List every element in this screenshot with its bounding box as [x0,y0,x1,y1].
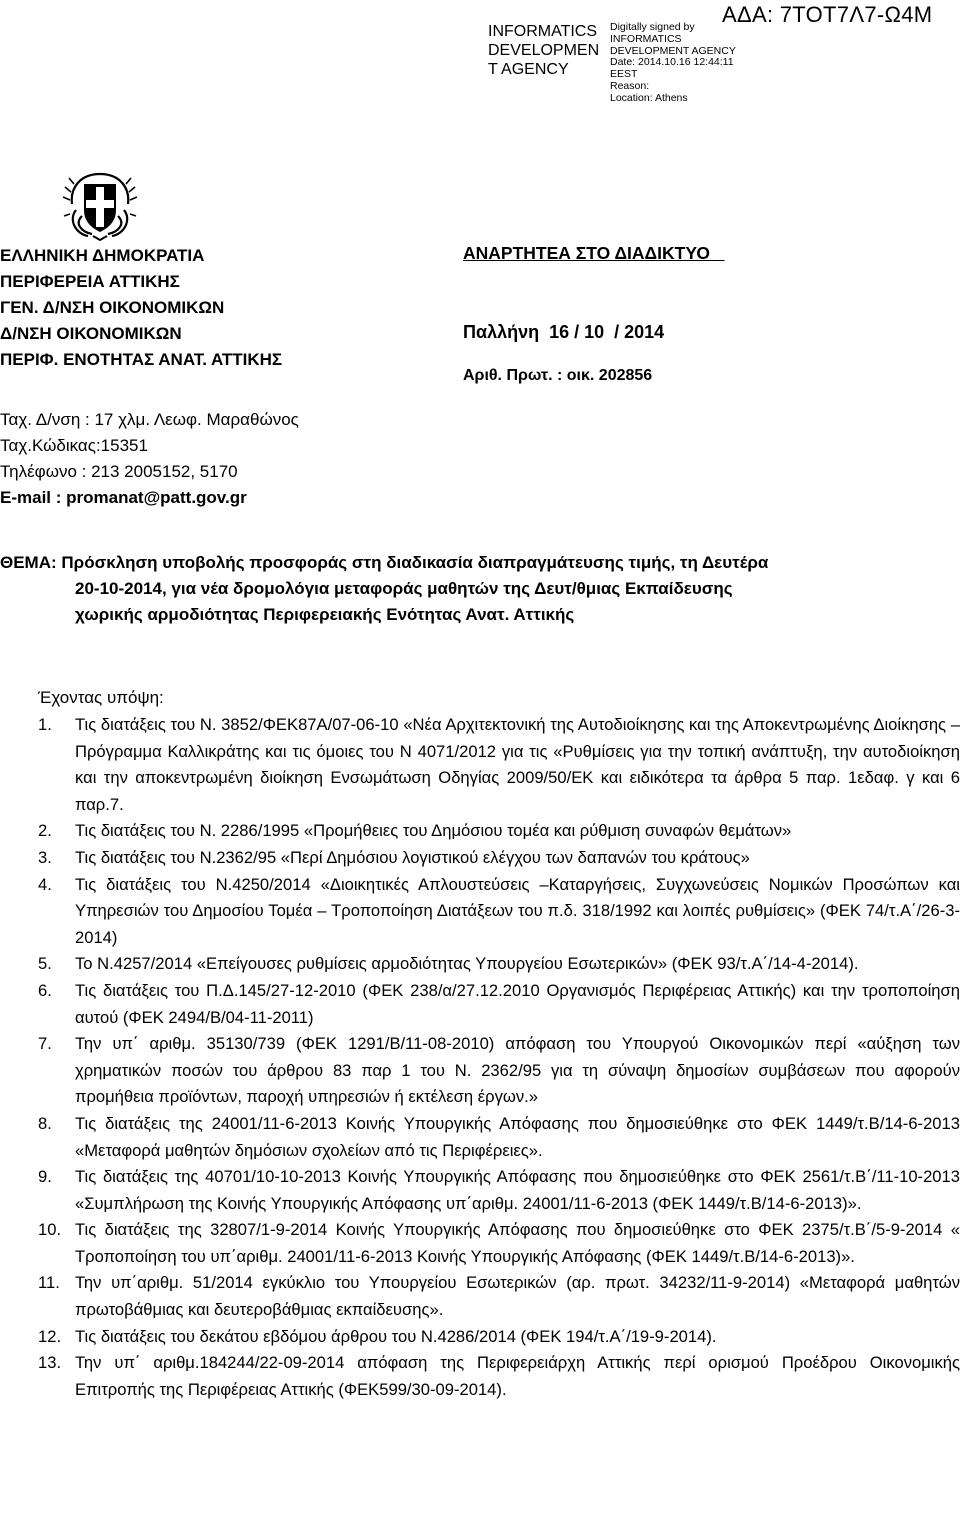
item-text: Την υπ΄ αριθμ.184244/22-09-2014 απόφαση της Περιφερειάρχη Αττικής περί ορισμού Προέδρου Οικονομικής Επιτροπής της Περιφέρειας Αττικής (ΦΕΚ599/30-09-2014). [75,1353,960,1399]
item-text: Την υπ΄ αριθμ. 35130/739 (ΦΕΚ 1291/Β/11-08-2010) απόφαση του Υπουργού Οικονομικών περί «αύξηση των χρηματικών ποσών του άρθρου 83 παρ 1 του Ν. 2362/95 για τη σύναψη δημοσίων συμβάσεων που αφορούν προμήθεια προϊόντων, παροχή υπηρεσιών ή εκτέλεση έργων.» [75,1034,960,1107]
list-item [38,712,960,818]
item-text: Το Ν.4257/2014 «Επείγουσες ρυθμίσεις αρμοδιότητας Υπουργείου Εσωτερικών» (ΦΕΚ 93/τ.Α΄/14-4-2014). [75,954,859,974]
signature-detail-line: EEST [610,68,638,81]
item-text: Τις διατάξεις της 24001/11-6-2013 Κοινής Υπουργικής Απόφασης που δημοσιεύθηκε στο ΦΕΚ 1449/τ.Β/14-6-2013 «Μεταφορά μαθητών δημόσιων σχολείων από τις Περιφέρειες». [75,1113,960,1160]
signature-details [610,22,736,105]
signature-detail-line: Reason: [610,79,650,92]
item-number: 5. [38,954,52,974]
item-text: Τις διατάξεις της 32807/1-9-2014 Κοινής Υπουργικής Απόφασης που δημοσιεύθηκε στο ΦΕΚ 2375/τ.Β΄/5-9-2014 « Τροποποίηση του υπ΄αριθμ. 24001/11-6-2013 Κοινής Υπουργικής Απόφασης (ΦΕΚ 1449/τ.Β/14-6-2013)». [75,1220,960,1266]
contact-postcode: Ταχ.Κώδικας:15351 [0,436,148,455]
contact-email: E-mail : promanat@patt.gov.gr [0,488,247,507]
issuer-line: ΠΕΡΙΦ. ΕΝΟΤΗΤΑΣ ΑΝΑΤ. ΑΤΤΙΚΗΣ [0,350,283,369]
subject-block [0,550,960,628]
issuer-line: ΓΕΝ. Δ/ΝΣΗ ΟΙΚΟΝΟΜΙΚΩΝ [0,298,225,317]
protocol-number: Αριθ. Πρωτ. : οικ. 202856 [463,367,653,384]
subject-label: ΘΕΜΑ: [0,553,57,572]
list-item [38,951,960,978]
item-number: 8. [38,1113,52,1133]
list-item [38,978,960,1031]
item-number: 10. [38,1220,62,1240]
contact-info [0,407,299,511]
item-number: 1. [38,715,52,734]
signature-detail-line: Digitally signed by [610,21,695,33]
list-item [38,845,960,872]
signature-signer [488,22,599,79]
signature-signer-line: T AGENCY [488,61,569,78]
list-item [38,1270,960,1323]
item-number: 9. [38,1167,52,1187]
signature-signer-line: INFORMATICS [488,23,598,40]
list-item [38,1164,960,1217]
considerations-intro: Έχοντας υπόψη: [38,688,164,707]
contact-address: Ταχ. Δ/νση : 17 χλμ. Λεωφ. Μαραθώνος [0,410,299,429]
subject-line: Πρόσκληση υποβολής προσφοράς στη διαδικασία διαπραγμάτευσης τιμής, τη Δευτέρα [61,553,769,572]
list-item [38,1031,960,1111]
item-text: Τις διατάξεις του Ν.2362/95 «Περί Δημόσιου λογιστικού ελέγχου των δαπανών του κράτους» [75,847,750,867]
item-number: 12. [38,1326,62,1346]
signature-signer-line: DEVELOPMEN [488,42,600,59]
subject-line: χωρικής αρμοδιότητας Περιφερειακής Ενότητας Ανατ. Αττικής [75,605,575,624]
ada-code: ΑΔΑ: 7ΤΟΤ7Λ7-Ω4Μ [722,2,933,27]
issuer-header [0,243,282,373]
item-number: 11. [38,1273,60,1293]
item-number: 4. [38,874,52,894]
signature-detail-line: DEVELOPMENT AGENCY [610,44,736,57]
issuer-line: ΕΛΛΗΝΙΚΗ ΔΗΜΟΚΡΑΤΙΑ [0,246,205,265]
item-number: 3. [38,847,52,867]
item-number: 2. [38,821,52,841]
publish-note: ΑΝΑΡΤΗΤΕΑ ΣΤΟ ΔΙΑΔΙΚΤΥΟ [463,243,725,263]
list-item [38,1217,960,1270]
list-item [38,818,960,845]
item-number: 6. [38,980,52,1000]
item-number: 13. [38,1353,62,1373]
subject-line: 20-10-2014, για νέα δρομολόγια μεταφοράς μαθητών της Δευτ/θμιας Εκπαίδευσης [75,579,733,598]
signature-detail-line: INFORMATICS [610,32,682,45]
item-text: Τις διατάξεις του Ν.4250/2014 «Διοικητικές Απλουστεύσεις –Καταργήσεις, Συγχωνεύσεις Νομικών Προσώπων και Υπηρεσιών του Δημοσίου Τομέα – Τροποποίηση Διατάξεων του π.δ. 318/1992 και λοιπές ρυθμίσεις» (ΦΕΚ 74/τ.Α΄/26-3-2014) [75,874,960,947]
item-text: Τις διατάξεις του Π.Δ.145/27-12-2010 (ΦΕΚ 238/α/27.12.2010 Οργανισμός Περιφέρειας Αττικής) και την τροποποίηση αυτού (ΦΕΚ 2494/Β/04-11-2011) [75,980,960,1027]
signature-detail-line: Date: 2014.10.16 12:44:11 [610,56,734,69]
document-date: Παλλήνη 16 / 10 / 2014 [463,322,665,342]
list-item [38,872,960,952]
issuer-line: Δ/ΝΣΗ ΟΙΚΟΝΟΜΙΚΩΝ [0,324,182,343]
issuer-line: ΠΕΡΙΦΕΡΕΙΑ ΑΤΤΙΚΗΣ [0,272,180,291]
item-text: Τις διατάξεις του Ν. 2286/1995 «Προμήθειες του Δημόσιου τομέα και ρύθμιση συναφών θεμάτων» [75,821,792,841]
contact-phone: Τηλέφωνο : 213 2005152, 5170 [0,462,238,481]
item-text: Τις διατάξεις του δεκάτου εβδόμου άρθρου του Ν.4286/2014 (ΦΕΚ 194/τ.Α΄/19-9-2014). [75,1326,717,1346]
list-item [38,1111,960,1164]
coat-of-arms-icon [62,170,138,242]
considerations-list [38,712,960,1403]
item-text: Τις διατάξεις της 40701/10-10-2013 Κοινής Υπουργικής Απόφασης που δημοσιεύθηκε στο ΦΕΚ 2561/τ.Β΄/11-10-2013 «Συμπλήρωση της Κοινής Υπουργικής Απόφασης υπ΄αριθμ. 24001/11-6-2013 (ΦΕΚ 1449/τ.Β/14-6-2013)». [75,1167,960,1213]
list-item [38,1324,960,1351]
list-item [38,1350,960,1403]
signature-detail-line: Location: Athens [610,91,688,104]
item-number: 7. [38,1034,52,1054]
item-text: Την υπ΄αριθμ. 51/2014 εγκύκλιο του Υπουργείου Εσωτερικών (αρ. πρωτ. 34232/11-9-2014) «Μεταφορά μαθητών πρωτοβάθμιας και δευτεροβάθμιας εκπαίδευσης». [75,1273,960,1320]
item-text: Τις διατάξεις του Ν. 3852/ΦΕΚ87Α/07-06-10 «Νέα Αρχιτεκτονική της Αυτοδιοίκησης και της Αποκεντρωμένης Διοίκησης – Πρόγραμμα Καλλικράτης και τις όμοιες του Ν 4071/2012 για τις «Ρυθμίσεις για την τοπική ανάπτυξη, την αυτοδιοίκηση και την αποκεντρωμένη διοίκηση Ενσωμάτωση Οδηγίας 2009/50/ΕΚ και ειδικότερα τα άρθρα 5 παρ. 1εδαφ. γ και 6 παρ.7. [75,715,960,814]
